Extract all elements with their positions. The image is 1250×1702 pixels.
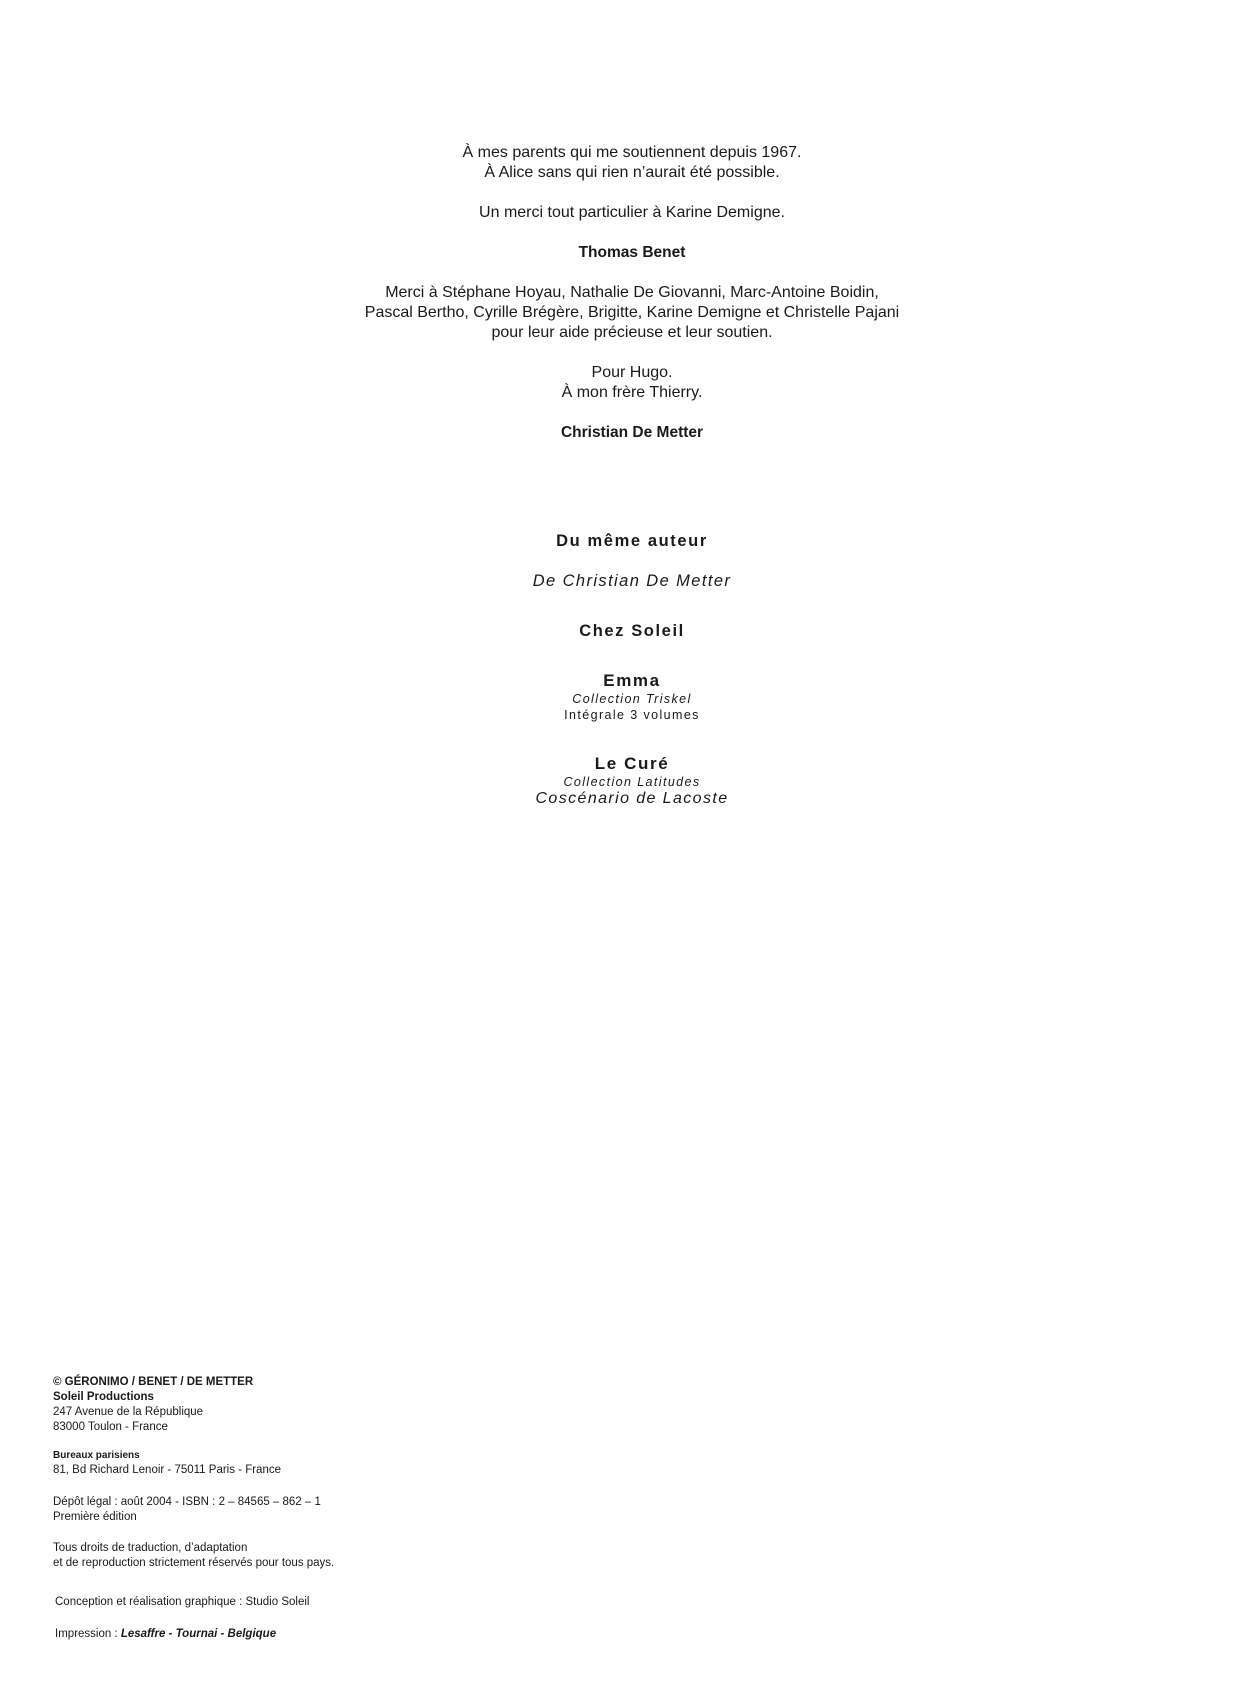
rights-line: Tous droits de traduction, d’adaptation	[53, 1542, 248, 1554]
printing-value: Lesaffre - Tournai - Belgique	[120, 1628, 277, 1640]
bibliography-publisher: Chez Soleil	[579, 622, 685, 640]
imprint-legal	[53, 1495, 321, 1525]
address-line: 247 Avenue de la République	[53, 1406, 204, 1418]
legal-deposit: Dépôt légal : août 2004 - ISBN : 2 – 84565 – 862 – 1	[53, 1496, 321, 1508]
work-emma	[0, 671, 1250, 723]
thanks-line: Merci à Stéphane Hoyau, Nathalie De Giovanni, Marc-Antoine Boidin,	[385, 284, 879, 301]
imprint-rights	[53, 1541, 334, 1571]
edition: Première édition	[53, 1511, 137, 1523]
dedication-demetter-thanks	[0, 283, 1250, 343]
imprint-publisher	[53, 1375, 253, 1435]
dedication-line: À mes parents qui me soutiennent depuis 1967.	[462, 144, 802, 161]
work-collection: Collection Latitudes	[563, 775, 701, 789]
bibliography-heading: Du même auteur	[556, 532, 708, 550]
imprint-design: Conception et réalisation graphique : Studio Soleil	[55, 1596, 310, 1608]
dedication-benet-thanks: Un merci tout particulier à Karine Demigne.	[479, 204, 785, 221]
work-collection: Collection Triskel	[572, 692, 692, 706]
thanks-line: Pascal Bertho, Cyrille Brégère, Brigitte, Karine Demigne et Christelle Pajani	[364, 304, 900, 321]
work-title: Le Curé	[594, 754, 670, 773]
work-title: Emma	[603, 671, 661, 690]
work-le-cure	[0, 754, 1250, 808]
dedication-line: Pour Hugo.	[591, 364, 673, 381]
rights-line: et de reproduction strictement réservés pour tous pays.	[53, 1557, 335, 1569]
dedication-line: À Alice sans qui rien n’aurait été possible.	[484, 164, 780, 181]
dedication-demetter	[0, 363, 1250, 403]
thanks-line: pour leur aide précieuse et leur soutien.	[491, 324, 773, 341]
paris-address: 81, Bd Richard Lenoir - 75011 Paris - France	[53, 1464, 281, 1476]
printing-label: Impression :	[55, 1628, 121, 1640]
signature-demetter: Christian De Metter	[560, 424, 704, 441]
signature-benet: Thomas Benet	[578, 244, 686, 261]
imprint-printing	[55, 1627, 276, 1642]
address-line: 83000 Toulon - France	[53, 1421, 168, 1433]
dedication-benet	[0, 143, 1250, 183]
bibliography-author: De Christian De Metter	[532, 572, 732, 590]
company-name: Soleil Productions	[53, 1391, 154, 1403]
work-detail: Coscénario de Lacoste	[535, 790, 729, 807]
copyright-notice: © GÉRONIMO / BENET / DE METTER	[53, 1376, 254, 1388]
dedication-line: À mon frère Thierry.	[561, 384, 703, 401]
paris-label: Bureaux parisiens	[53, 1450, 140, 1461]
imprint-paris	[53, 1448, 281, 1478]
work-detail: Intégrale 3 volumes	[564, 708, 700, 722]
